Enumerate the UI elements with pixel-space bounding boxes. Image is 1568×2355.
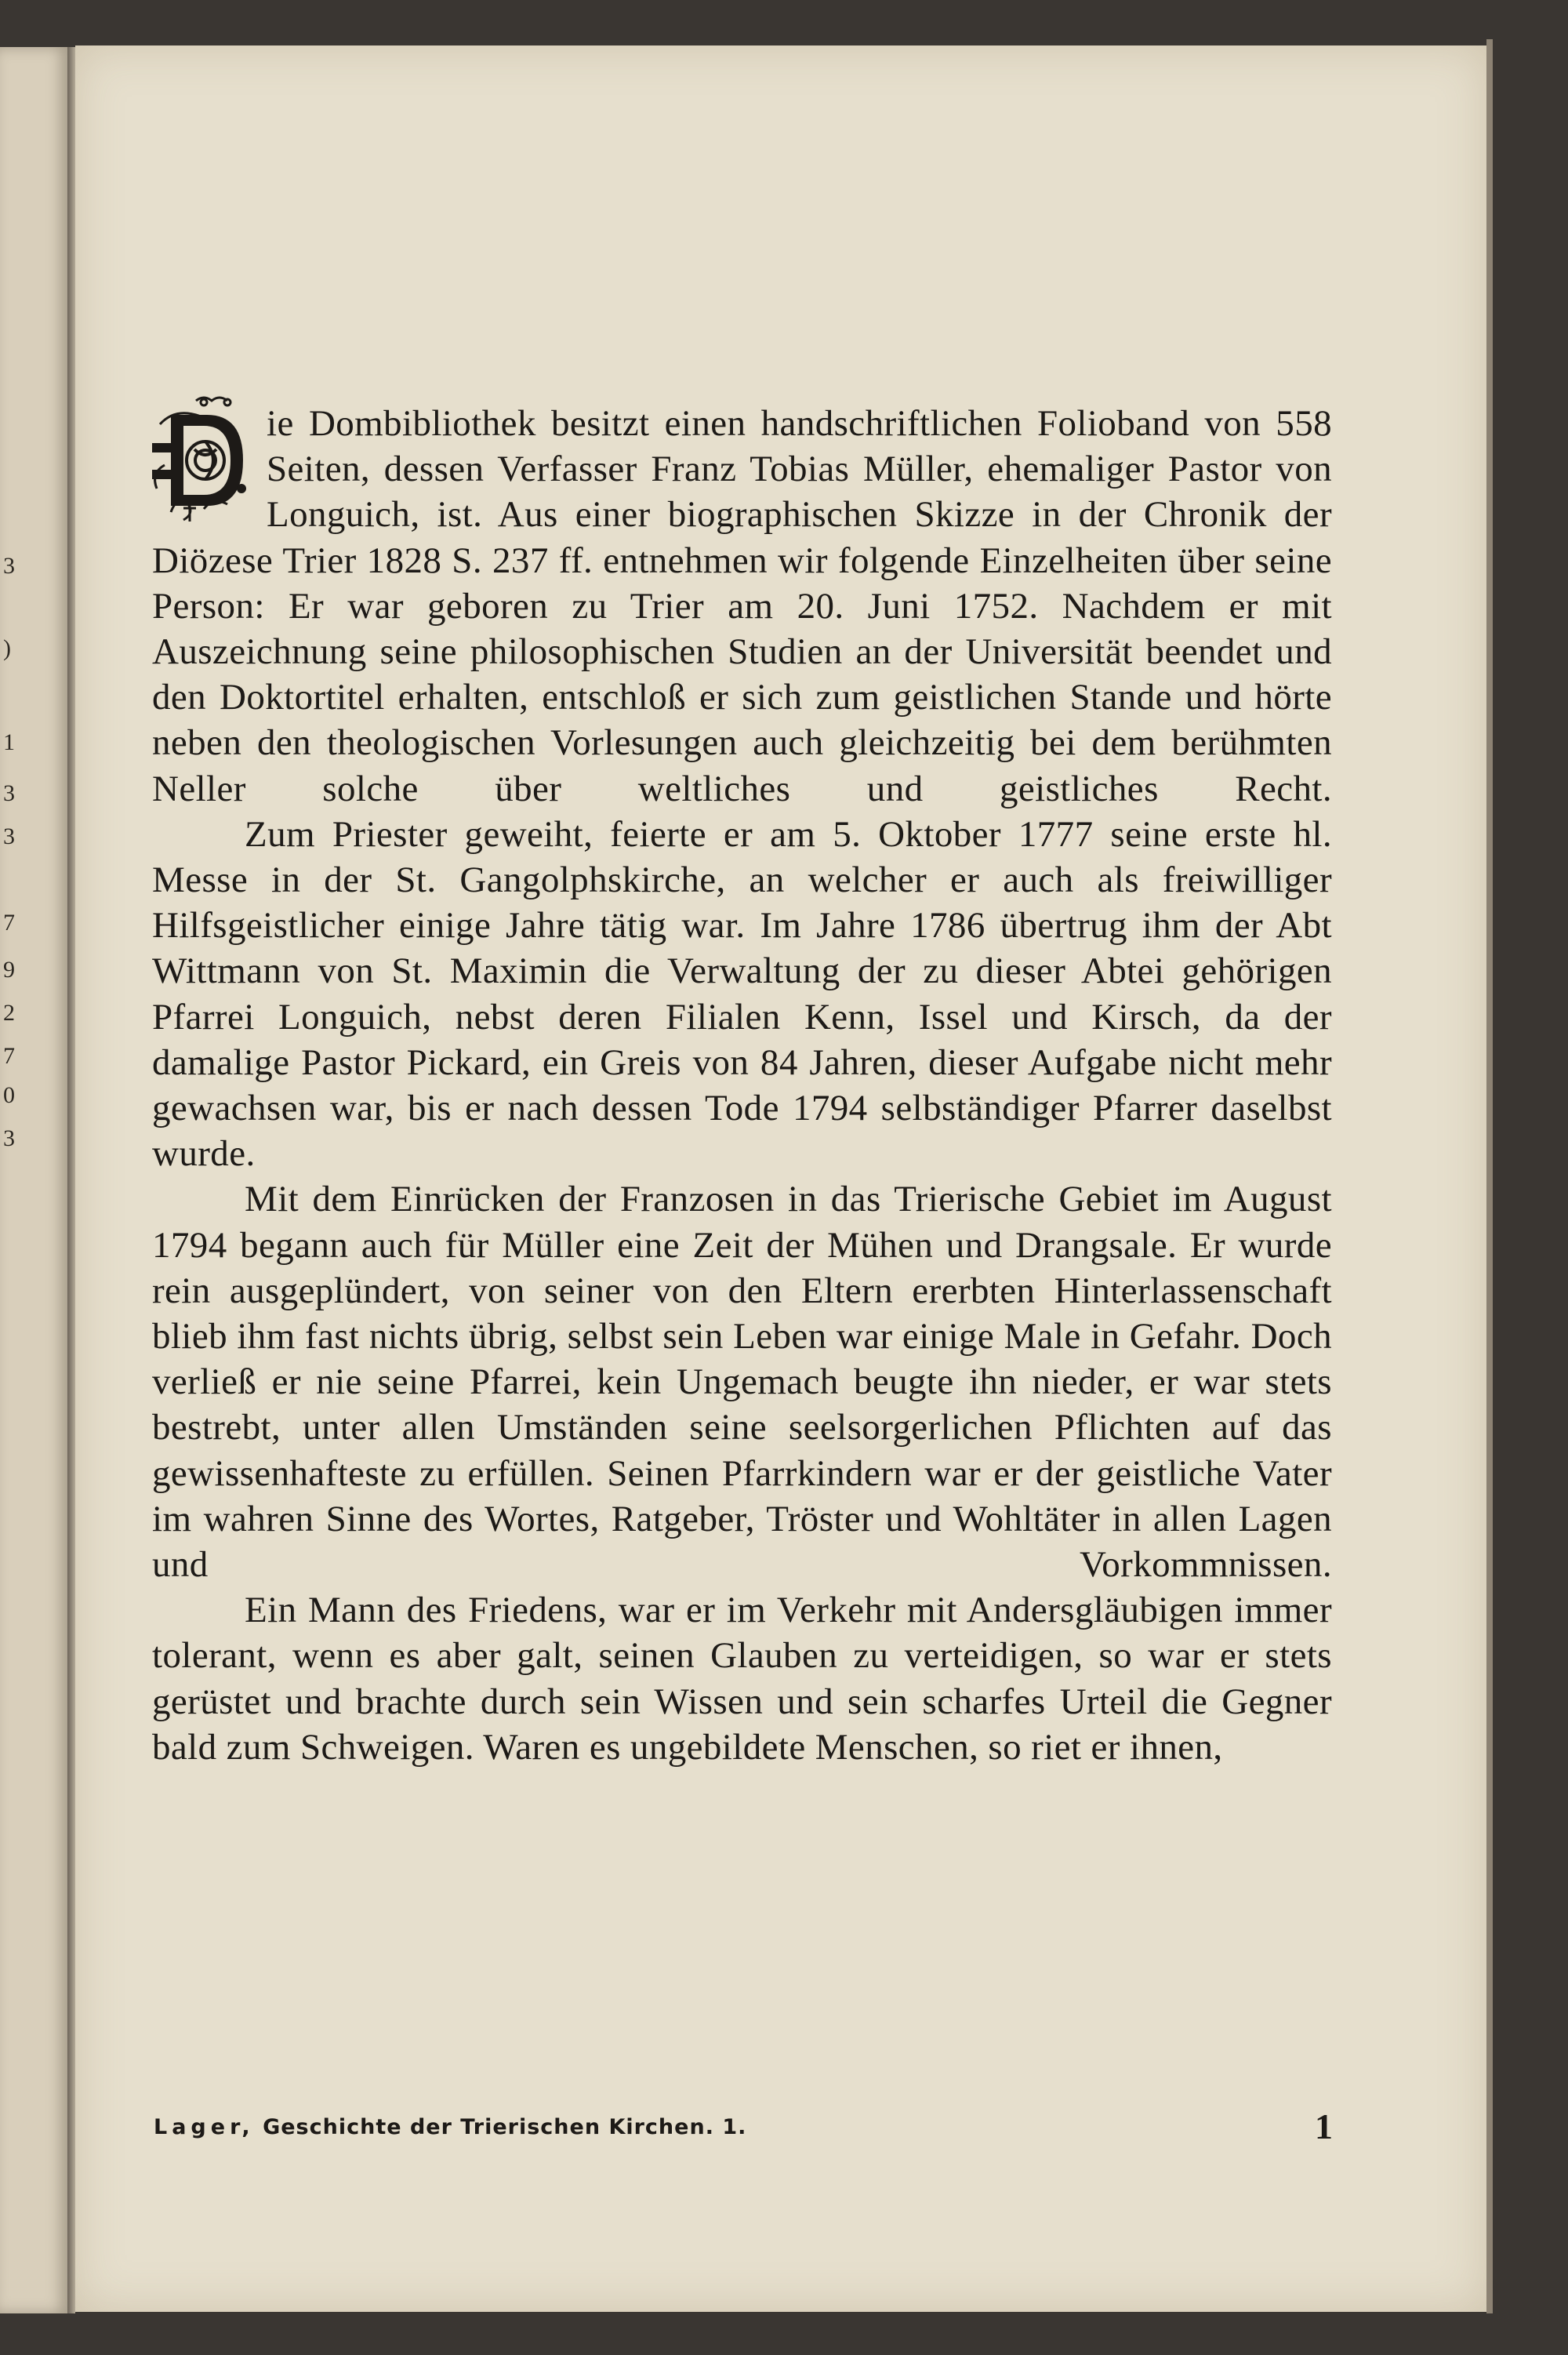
footer-title: Geschichte der Trierischen Kirchen. 1. <box>263 2115 747 2139</box>
edge-digit: 3 <box>3 553 15 579</box>
body-text <box>152 401 1332 1770</box>
paragraph-4: Ein Mann des Friedens, war er im Verkehr mit Andersgläubigen immer tolerant, wenn es aber galt, seinen Glauben zu verteidigen, so war er stets gerüstet und brachte durch sein Wissen und sein scharfes Urteil die Gegner bald zum Schweigen. Waren es ungebildete Menschen, so riet er ihnen, <box>152 1590 1332 1768</box>
footer-author: Lager, <box>154 2115 255 2139</box>
book-page <box>75 45 1486 2312</box>
paragraph-1 <box>152 401 1332 812</box>
previous-page-edge <box>0 47 70 2313</box>
page-right-edge <box>1486 39 1493 2313</box>
edge-digit: 0 <box>3 1082 15 1108</box>
book-gutter <box>67 47 75 2313</box>
edge-digit: 3 <box>3 1125 15 1151</box>
edge-digit: ) <box>3 635 11 661</box>
ornate-initial-icon <box>149 394 257 526</box>
edge-digit: 1 <box>3 729 15 755</box>
edge-digit: 2 <box>3 1000 15 1026</box>
paragraph-2: Zum Priester geweiht, feierte er am 5. Oktober 1777 seine erste hl. Messe in der St. Gangolphskirche, an welcher er auch als freiwilliger Hilfsgeistlicher einige Jahre tätig war. Im Jahre 1786 übertrug ihm der Abt Wittmann von St. Maximin die Verwaltung der zu dieser Abtei gehörigen Pfarrei Longuich, nebst deren Filialen Kenn, Issel und Kirsch, da der damalige Pastor Pickard, ein Greis von 84 Jahren, dieser Aufgabe nicht mehr gewachsen war, bis er nach dessen Tode 1794 selbständiger Pfarrer daselbst wurde. <box>152 813 1332 1175</box>
signature-number: 1 <box>1315 2106 1333 2146</box>
page-footer <box>154 2106 1333 2153</box>
paragraph-text: ie Dombibliothek besitzt einen handschriftlichen Folioband von 558 Seiten, dessen Verfasser Franz Tobias Müller, ehemaliger Pastor von Longuich, ist. Aus einer biographischen Skizze in der Chronik der Diözese Trier 1828 S. 237 ff. entnehmen wir folgende Einzelheiten über seine Person: Er war geboren zu Trier am 20. Juni 1752. Nachdem er mit Auszeichnung seine philosophischen Studien an der Universität beendet und den Doktortitel erhalten, entschloß er sich zum geistlichen Stande und hörte neben den theologischen Vorlesungen auch gleichzeitig bei dem berühmten Neller solche über weltliches und geistliches Recht. <box>152 403 1332 809</box>
edge-digit: 7 <box>3 1043 15 1069</box>
edge-digit: 3 <box>3 823 15 849</box>
edge-digit: 7 <box>3 910 15 936</box>
edge-digit: 9 <box>3 957 15 983</box>
footer-citation <box>154 2115 746 2139</box>
edge-digit: 3 <box>3 780 15 806</box>
paragraph-3: Mit dem Einrücken der Franzosen in das Trierische Gebiet im August 1794 begann auch für Müller eine Zeit der Mühen und Drangsale. Er wurde rein ausgeplündert, von seiner von den Eltern ererbten Hinterlassenschaft blieb ihm fast nichts übrig, selbst sein Leben war einige Male in Gefahr. Doch verließ er nie seine Pfarrei, kein Ungemach beugte ihn nieder, er war stets bestrebt, unter allen Umständen seine seelsorgerlichen Pflichten auf das gewissenhafteste zu erfüllen. Seinen Pfarrkindern war er der geistliche Vater im wahren Sinne des Wortes, Ratgeber, Tröster und Wohltäter in allen Lagen und Vorkommnissen. <box>152 1179 1332 1586</box>
